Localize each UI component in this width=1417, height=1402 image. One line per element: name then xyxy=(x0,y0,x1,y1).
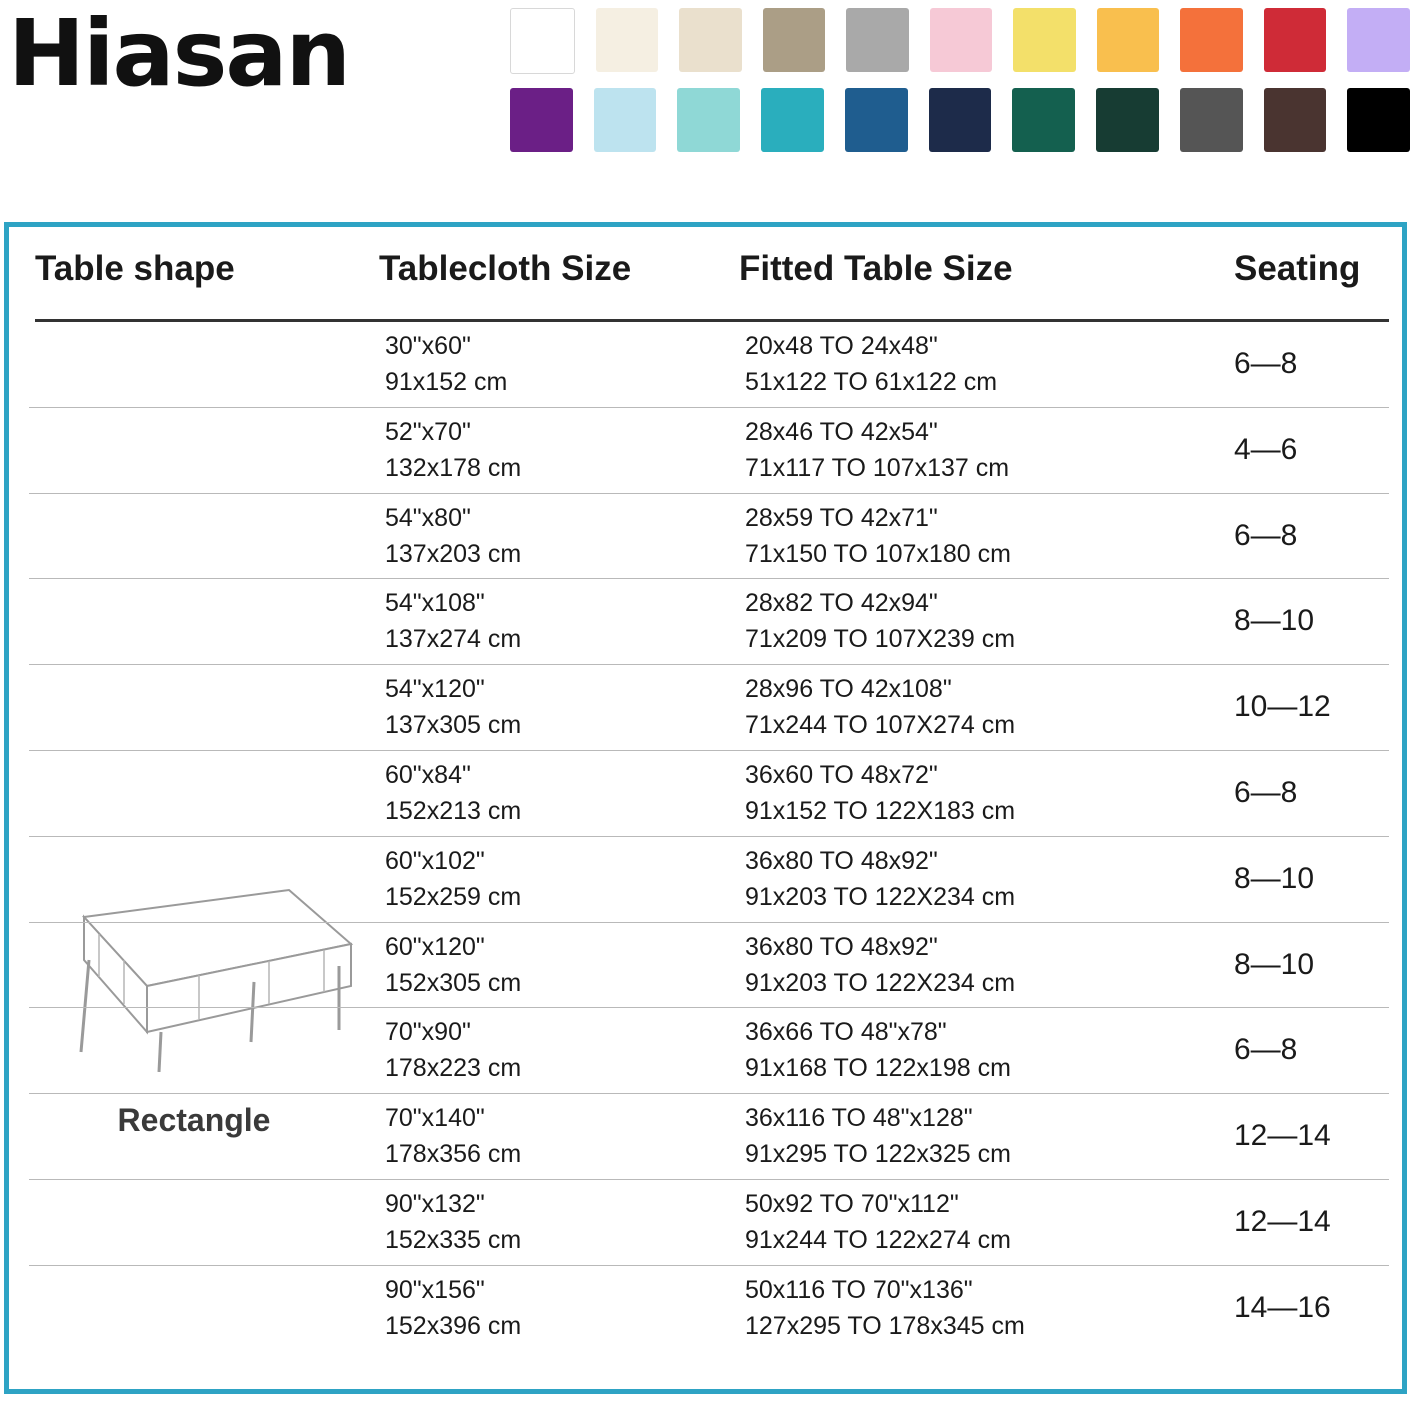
fitted-cm: 71x150 TO 107x180 cm xyxy=(745,539,1011,568)
cell-fitted-table-size xyxy=(745,328,997,400)
cloth-cm: 178x356 cm xyxy=(385,1140,522,1169)
cell-tablecloth-size xyxy=(385,929,521,1001)
color-swatch[interactable] xyxy=(677,88,740,152)
cell-fitted-table-size xyxy=(745,414,1009,486)
cloth-cm: 152x335 cm xyxy=(385,1225,522,1254)
color-swatch[interactable] xyxy=(1097,8,1160,72)
column-header-fitted-table-size: Fitted Table Size xyxy=(739,249,1013,288)
cloth-inches: 30"x60" xyxy=(385,332,471,360)
fitted-cm: 91x203 TO 122X234 cm xyxy=(745,968,1016,997)
cell-seating: 8—10 xyxy=(1234,604,1315,638)
cell-seating: 8—10 xyxy=(1234,861,1315,895)
cloth-cm: 91x152 cm xyxy=(385,368,508,396)
cell-tablecloth-size xyxy=(385,1100,521,1172)
cloth-inches: 60"x84" xyxy=(385,760,471,789)
color-swatch[interactable] xyxy=(1012,88,1075,152)
color-swatch[interactable] xyxy=(510,88,573,152)
color-swatch[interactable] xyxy=(845,88,908,152)
column-header-tablecloth-size: Tablecloth Size xyxy=(379,249,632,288)
cell-seating: 6—8 xyxy=(1234,518,1298,552)
cloth-cm: 178x223 cm xyxy=(385,1054,522,1083)
fitted-inches: 20x48 TO 24x48" xyxy=(745,332,938,360)
cell-seating: 4—6 xyxy=(1234,432,1298,466)
fitted-inches: 28x46 TO 42x54" xyxy=(745,417,938,446)
color-swatch[interactable] xyxy=(929,88,992,152)
cell-tablecloth-size xyxy=(385,1272,521,1344)
cell-fitted-table-size xyxy=(745,1100,1011,1172)
table-row xyxy=(29,665,1389,751)
fitted-cm: 127x295 TO 178x345 cm xyxy=(745,1311,1025,1340)
cloth-cm: 152x305 cm xyxy=(385,968,522,997)
brand-logo: Hiasan xyxy=(8,0,349,107)
cloth-cm: 137x274 cm xyxy=(385,625,522,654)
table-row xyxy=(29,1094,1389,1180)
table-row xyxy=(29,837,1389,923)
color-swatch[interactable] xyxy=(596,8,659,72)
fitted-inches: 36x80 TO 48x92" xyxy=(745,932,938,961)
cell-tablecloth-size xyxy=(385,328,507,400)
fitted-cm: 91x152 TO 122X183 cm xyxy=(745,796,1016,825)
color-swatch[interactable] xyxy=(1264,88,1327,152)
cloth-cm: 132x178 cm xyxy=(385,453,522,482)
color-swatch[interactable] xyxy=(1013,8,1076,72)
table-row xyxy=(29,1266,1389,1351)
table-body xyxy=(29,322,1389,1351)
cell-seating: 6—8 xyxy=(1234,775,1298,809)
color-swatch[interactable] xyxy=(1096,88,1159,152)
table-row xyxy=(29,923,1389,1009)
table-row xyxy=(29,1180,1389,1266)
cell-fitted-table-size xyxy=(745,757,1015,829)
cell-seating: 14—16 xyxy=(1234,1290,1331,1324)
fitted-cm: 91x168 TO 122x198 cm xyxy=(745,1054,1011,1083)
column-header-table-shape: Table shape xyxy=(35,249,235,288)
cloth-cm: 152x259 cm xyxy=(385,882,522,911)
cell-tablecloth-size xyxy=(385,414,521,486)
cell-fitted-table-size xyxy=(745,843,1015,915)
cell-tablecloth-size xyxy=(385,585,521,657)
cloth-inches: 90"x132" xyxy=(385,1189,485,1218)
color-swatch[interactable] xyxy=(510,8,575,74)
size-chart-table xyxy=(29,249,1389,1369)
table-row xyxy=(29,579,1389,665)
color-swatch[interactable] xyxy=(763,8,826,72)
cell-fitted-table-size xyxy=(745,1014,1011,1086)
cell-tablecloth-size xyxy=(385,1014,521,1086)
fitted-cm: 71x117 TO 107x137 cm xyxy=(745,453,1010,482)
cloth-inches: 52"x70" xyxy=(385,417,471,446)
size-chart-panel xyxy=(4,222,1407,1394)
fitted-inches: 28x82 TO 42x94" xyxy=(745,589,938,618)
fitted-inches: 50x92 TO 70"x112" xyxy=(745,1189,959,1218)
cloth-inches: 60"x120" xyxy=(385,932,485,961)
cell-tablecloth-size xyxy=(385,843,521,915)
cell-seating: 12—14 xyxy=(1234,1204,1331,1238)
fitted-cm: 91x203 TO 122X234 cm xyxy=(745,882,1016,911)
fitted-cm: 71x244 TO 107X274 cm xyxy=(745,711,1016,740)
cloth-cm: 137x305 cm xyxy=(385,711,522,740)
fitted-cm: 91x244 TO 122x274 cm xyxy=(745,1225,1011,1254)
cell-seating: 6—8 xyxy=(1234,347,1298,380)
cell-fitted-table-size xyxy=(745,1186,1011,1258)
fitted-inches: 36x80 TO 48x92" xyxy=(745,846,938,875)
cell-tablecloth-size xyxy=(385,500,521,572)
table-shape-label: Rectangle xyxy=(117,1102,271,1138)
cell-seating: 10—12 xyxy=(1234,690,1331,724)
fitted-inches: 36x60 TO 48x72" xyxy=(745,760,938,789)
cell-tablecloth-size xyxy=(385,757,521,829)
cell-fitted-table-size xyxy=(745,671,1015,743)
table-row xyxy=(29,751,1389,837)
cell-seating: 12—14 xyxy=(1234,1119,1331,1153)
fitted-inches: 28x59 TO 42x71" xyxy=(745,503,938,532)
color-swatch-row-2 xyxy=(510,88,1410,152)
table-row xyxy=(29,322,1389,408)
cloth-inches: 60"x102" xyxy=(385,846,485,875)
table-row xyxy=(29,1008,1389,1094)
fitted-inches: 36x116 TO 48"x128" xyxy=(745,1104,973,1133)
color-swatch[interactable] xyxy=(1180,8,1243,72)
cell-fitted-table-size xyxy=(745,1272,1025,1344)
cell-seating: 6—8 xyxy=(1234,1033,1298,1067)
column-header-seating: Seating xyxy=(1234,249,1361,288)
fitted-cm: 51x122 TO 61x122 cm xyxy=(745,368,998,396)
table-header-row xyxy=(29,249,1389,315)
fitted-inches: 50x116 TO 70"x136" xyxy=(745,1275,973,1304)
cell-tablecloth-size xyxy=(385,671,521,743)
color-swatch[interactable] xyxy=(679,8,742,72)
color-swatch-row-1 xyxy=(510,8,1410,74)
cell-seating: 8—10 xyxy=(1234,947,1315,981)
color-swatch[interactable] xyxy=(930,8,993,72)
cell-fitted-table-size xyxy=(745,929,1015,1001)
cloth-cm: 152x213 cm xyxy=(385,796,522,825)
color-swatch[interactable] xyxy=(1347,88,1410,152)
color-swatch[interactable] xyxy=(594,88,657,152)
cloth-cm: 137x203 cm xyxy=(385,539,522,568)
table-row xyxy=(29,494,1389,580)
cloth-cm: 152x396 cm xyxy=(385,1311,522,1340)
cloth-inches: 90"x156" xyxy=(385,1275,485,1304)
color-swatch[interactable] xyxy=(1264,8,1327,72)
cell-tablecloth-size xyxy=(385,1186,521,1258)
cloth-inches: 54"x108" xyxy=(385,589,485,618)
fitted-cm: 71x209 TO 107X239 cm xyxy=(745,625,1016,654)
fitted-cm: 91x295 TO 122x325 cm xyxy=(745,1140,1011,1169)
color-swatch[interactable] xyxy=(1347,8,1410,72)
color-swatch-grid xyxy=(510,8,1410,166)
cell-fitted-table-size xyxy=(745,500,1011,572)
color-swatch[interactable] xyxy=(1180,88,1243,152)
fitted-inches: 36x66 TO 48"x78" xyxy=(745,1018,947,1047)
fitted-inches: 28x96 TO 42x108" xyxy=(745,675,952,704)
cloth-inches: 70"x140" xyxy=(385,1104,485,1133)
color-swatch[interactable] xyxy=(846,8,909,72)
table-row xyxy=(29,408,1389,494)
cell-fitted-table-size xyxy=(745,585,1015,657)
color-swatch[interactable] xyxy=(761,88,824,152)
cloth-inches: 54"x80" xyxy=(385,503,471,532)
cloth-inches: 70"x90" xyxy=(385,1018,471,1047)
header xyxy=(0,0,1417,200)
cloth-inches: 54"x120" xyxy=(385,675,485,704)
